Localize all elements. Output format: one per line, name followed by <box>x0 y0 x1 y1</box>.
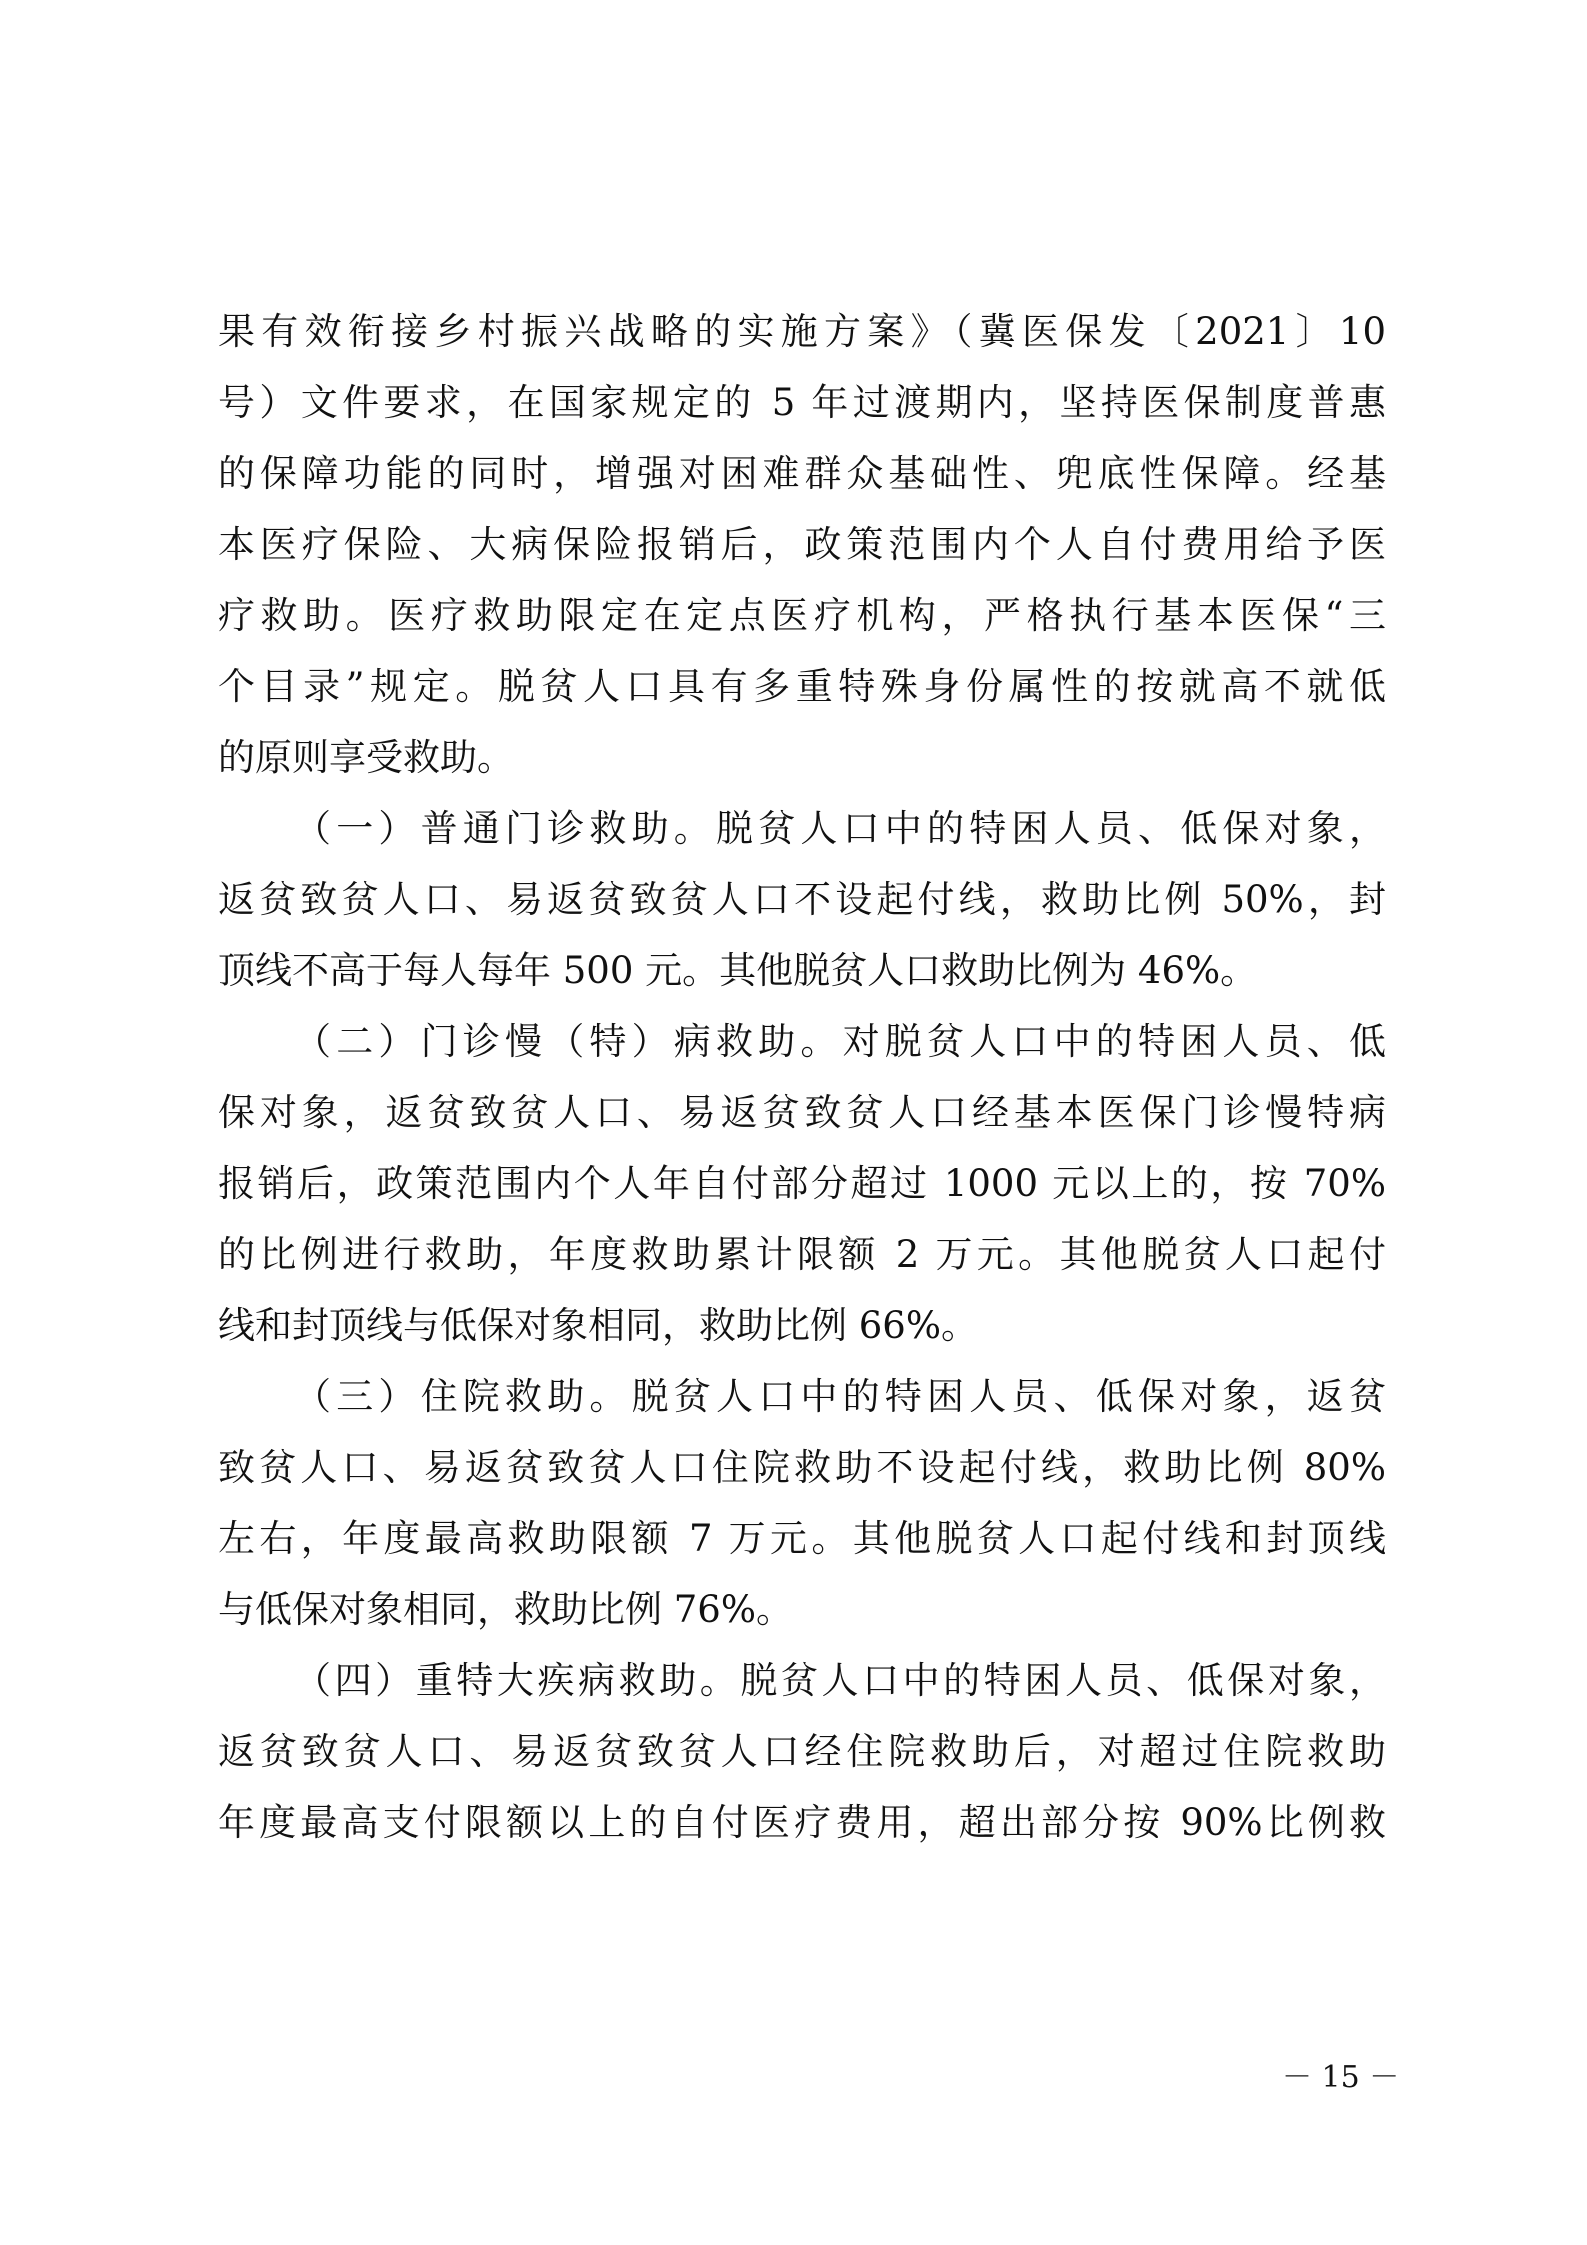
text-line: 与低保对象相同，救助比例 76%。 <box>218 1588 793 1631</box>
text-line: （二）门诊慢（特）病救助。对脱贫人口中的特困人员、低 <box>294 1020 1386 1063</box>
text-line: 左右，年度最高救助限额 7 万元。其他脱贫人口起付线和封顶线 <box>218 1517 1386 1560</box>
paragraph-general-outpatient-assistance <box>218 793 1386 1006</box>
text-line: 返贫致贫人口、易返贫致贫人口经住院救助后，对超过住院救助 <box>218 1730 1386 1773</box>
text-line: （四）重特大疾病救助。脱贫人口中的特困人员、低保对象， <box>294 1659 1386 1702</box>
paragraph-major-disease-assistance <box>218 1645 1386 1858</box>
text-line: 顶线不高于每人每年 500 元。其他脱贫人口救助比例为 46%。 <box>218 949 1258 992</box>
text-line: 果有效衔接乡村振兴战略的实施方案》（冀医保发〔2021〕10 <box>218 310 1386 353</box>
text-line: 的保障功能的同时，增强对困难群众基础性、兜底性保障。经基 <box>218 452 1386 495</box>
paragraph-chronic-disease-outpatient-assistance <box>218 1006 1386 1361</box>
text-line: 保对象，返贫致贫人口、易返贫致贫人口经基本医保门诊慢特病 <box>218 1091 1386 1134</box>
text-line: 号）文件要求，在国家规定的 5 年过渡期内，坚持医保制度普惠 <box>218 381 1386 424</box>
paragraph-inpatient-assistance <box>218 1361 1386 1645</box>
document-body <box>218 296 1386 1858</box>
page-number: － 15 － <box>1282 2060 1400 2095</box>
text-line: 致贫人口、易返贫致贫人口住院救助不设起付线，救助比例 80% <box>218 1446 1386 1489</box>
text-line: 本医疗保险、大病保险报销后，政策范围内个人自付费用给予医 <box>218 523 1386 566</box>
text-line: 的原则享受救助。 <box>218 736 514 779</box>
text-line: 报销后，政策范围内个人年自付部分超过 1000 元以上的，按 70% <box>218 1162 1386 1205</box>
text-line: 线和封顶线与低保对象相同，救助比例 66%。 <box>218 1304 978 1347</box>
text-line: 年度最高支付限额以上的自付医疗费用，超出部分按 90%比例救 <box>218 1801 1386 1844</box>
text-line: （一）普通门诊救助。脱贫人口中的特困人员、低保对象， <box>294 807 1386 850</box>
text-line: 个目录”规定。脱贫人口具有多重特殊身份属性的按就高不就低 <box>218 665 1386 708</box>
text-line: 返贫致贫人口、易返贫致贫人口不设起付线，救助比例 50%，封 <box>218 878 1386 921</box>
text-line: （三）住院救助。脱贫人口中的特困人员、低保对象，返贫 <box>294 1375 1386 1418</box>
paragraph-continuation <box>218 296 1386 793</box>
text-line: 疗救助。医疗救助限定在定点医疗机构，严格执行基本医保“三 <box>218 594 1386 637</box>
text-line: 的比例进行救助，年度救助累计限额 2 万元。其他脱贫人口起付 <box>218 1233 1386 1276</box>
